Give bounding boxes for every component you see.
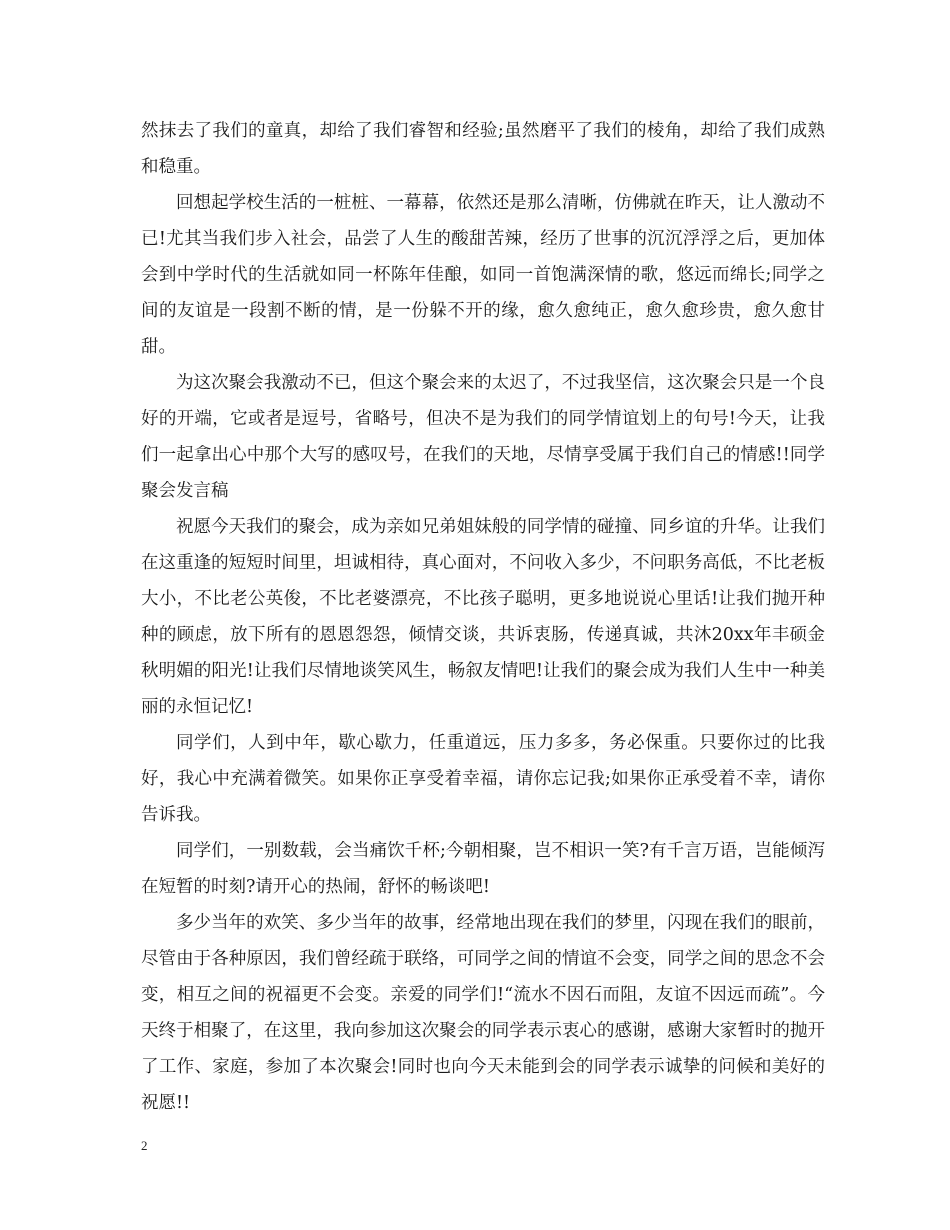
paragraph-3: 为这次聚会我激动不已，但这个聚会来的太迟了，不过我坚信，这次聚会只是一个良好的开端，它或者是逗号，省略号，但决不是为我们的同学情谊划上的句号!今天，让我们一起拿出心中那个大写的感叹号，在我们的天地，尽情享受属于我们自己的情感!!同学聚会发言稿 — [141, 373, 825, 501]
paragraph-6: 同学们，一别数载，会当痛饮千杯;今朝相聚，岂不相识一笑?有千言万语，岂能倾泻在短暂的时刻?请开心的热闹，舒怀的畅谈吧! — [141, 841, 825, 897]
paragraph-7: 多少当年的欢笑、多少当年的故事，经常地出现在我们的梦里，闪现在我们的眼前，尽管由于各种原因，我们曾经疏于联络，可同学之间的情谊不会变，同学之间的思念不会变，相互之间的祝福更不会变。亲爱的同学们!“流水不因石而阻，友谊不因远而疏”。今天终于相聚了，在这里，我向参加这次聚会的同学表示衷心的感谢，感谢大家暂时的抛开了工作、家庭，参加了本次聚会!同时也向今天未能到会的同学表示诚挚的问候和美好的祝愿!! — [141, 913, 825, 1113]
paragraph-4: 祝愿今天我们的聚会，成为亲如兄弟姐妹般的同学情的碰撞、同乡谊的升华。让我们在这重逢的短短时间里，坦诚相待，真心面对，不问收入多少，不问职务高低，不比老板大小，不比老公英俊，不比老婆漂亮，不比孩子聪明，更多地说说心里话!让我们抛开种种的顾虑，放下所有的恩恩怨怨，倾情交谈，共诉衷肠，传递真诚，共沐20xx年丰硕金秋明媚的阳光!让我们尽情地谈笑风生，畅叙友情吧!让我们的聚会成为我们人生中一种美丽的永恒记忆! — [141, 517, 825, 717]
body-text — [141, 113, 825, 1121]
paragraph-1: 然抹去了我们的童真，却给了我们睿智和经验;虽然磨平了我们的棱角，却给了我们成熟和稳重。 — [141, 121, 825, 177]
page-number: 2 — [141, 1138, 148, 1153]
paragraph-5: 同学们，人到中年，歇心歇力，任重道远，压力多多，务必保重。只要你过的比我好，我心中充满着微笑。如果你正享受着幸福，请你忘记我;如果你正承受着不幸，请你告诉我。 — [141, 733, 825, 825]
paragraph-2: 回想起学校生活的一桩桩、一幕幕，依然还是那么清晰，仿佛就在昨天，让人激动不已!尤其当我们步入社会，品尝了人生的酸甜苦辣，经历了世事的沉沉浮浮之后，更加体会到中学时代的生活就如同一杯陈年佳酿，如同一首饱满深情的歌，悠远而绵长;同学之间的友谊是一段割不断的情，是一份躲不开的缘，愈久愈纯正，愈久愈珍贵，愈久愈甘甜。 — [141, 193, 825, 357]
